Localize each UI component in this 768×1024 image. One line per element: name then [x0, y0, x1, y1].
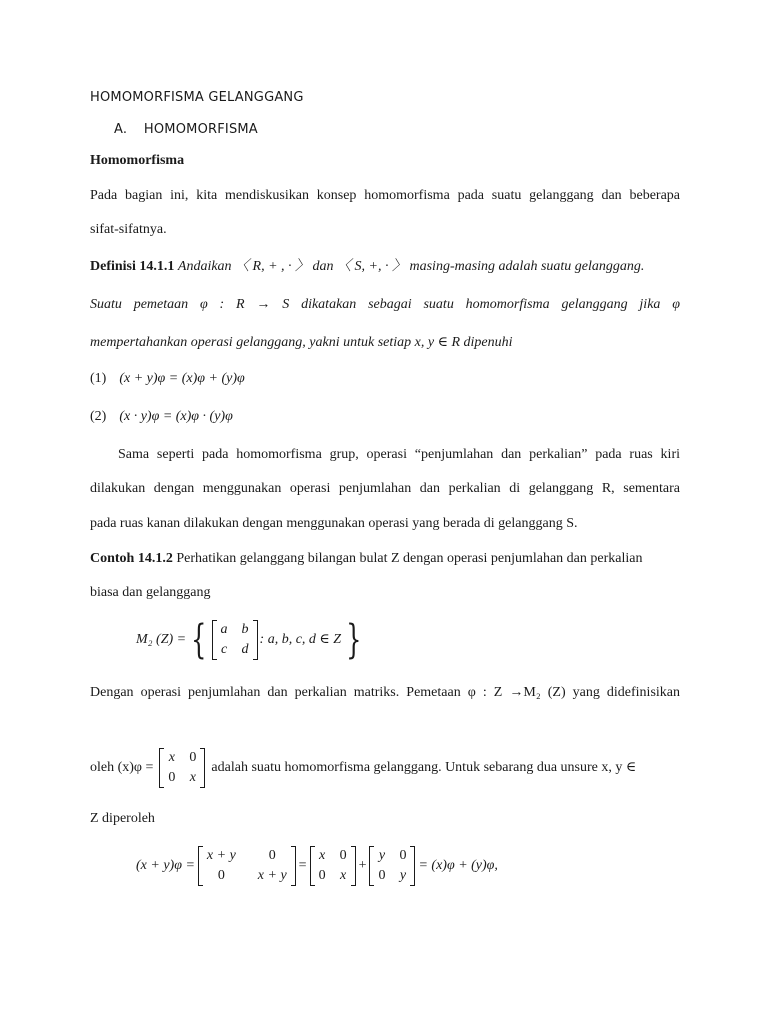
- equation-matrix-sum: x + y 0 0 x + y: [198, 846, 296, 886]
- section-title: HOMOMORFISMA: [143, 122, 258, 137]
- left-brace: {: [191, 617, 207, 663]
- equation-plus: +: [358, 858, 367, 873]
- right-brace: }: [346, 617, 362, 663]
- mapping-prefix: oleh (x)φ =: [90, 760, 154, 775]
- intro-line-2: sifat-sifatnya.: [90, 222, 167, 237]
- paragraph-line-1: Sama seperti pada homomorfisma grup, operasi “penjumlahan dan perkalian” pada ruas kiri: [118, 447, 680, 462]
- document-title: HOMOMORFISMA GELANGGANG: [90, 90, 304, 105]
- mapping-suffix: adalah suatu homomorfisma gelanggang. Untuk sebarang dua unsure x, y ∈: [211, 760, 637, 775]
- set-matrix: a b c d: [212, 620, 258, 660]
- mapping-matrix: x 0 0 x: [159, 748, 205, 788]
- example-label: Contoh 14.1.2: [90, 551, 173, 566]
- example-line-3: Dengan operasi penjumlahan dan perkalian matriks. Pemetaan φ : Z →M₂ (Z) yang didefinisikan: [90, 685, 680, 700]
- mapping-line: [90, 746, 636, 790]
- set-definition-formula: [136, 618, 367, 662]
- example-text-1: Perhatikan gelanggang bilangan bulat Z dengan operasi penjumlahan dan perkalian: [176, 551, 643, 566]
- paragraph-line-3: pada ruas kanan dilakukan dengan menggunakan operasi yang berada di gelanggang S.: [90, 516, 578, 531]
- equation-rhs: = (x)φ + (y)φ,: [418, 858, 498, 873]
- definition-item-2: (2) (x · y)φ = (x)φ · (y)φ: [90, 409, 233, 424]
- definition-text-1: Andaikan 〈 R, + , · 〉 dan 〈 S, +, · 〉 masing-masing adalah suatu gelanggang.: [177, 259, 645, 274]
- equation-lhs: (x + y)φ =: [136, 858, 195, 873]
- definition-line-1: [90, 258, 644, 276]
- definition-item-1: (1) (x + y)φ = (x)φ + (y)φ: [90, 371, 245, 386]
- set-lhs: M₂ (Z) =: [136, 632, 187, 647]
- example-line-4: Z diperoleh: [90, 811, 155, 826]
- intro-line-1: Pada bagian ini, kita mendiskusikan konsep homomorfisma pada suatu gelanggang dan beberapa: [90, 188, 680, 203]
- example-line-2: biasa dan gelanggang: [90, 585, 211, 600]
- subheading: Homomorfisma: [90, 153, 185, 168]
- paragraph-line-2: dilakukan dengan menggunakan operasi penjumlahan dan perkalian di gelanggang R, sementara: [90, 481, 680, 496]
- section-heading: [114, 121, 258, 139]
- definition-line-3: mempertahankan operasi gelanggang, yakni untuk setiap x, y ∈ R dipenuhi: [90, 335, 513, 350]
- definition-label: Definisi 14.1.1: [90, 259, 175, 274]
- equation-matrix-y: y 0 0 y: [369, 846, 415, 886]
- equation-equals: =: [298, 858, 307, 873]
- equation-matrix-x: x 0 0 x: [310, 846, 356, 886]
- example-line-1: [90, 550, 642, 568]
- section-number: A.: [114, 122, 128, 137]
- definition-line-2: Suatu pemetaan φ : R → S dikatakan sebagai suatu homomorfisma gelanggang jika φ: [90, 297, 680, 312]
- equation-line: [136, 844, 498, 888]
- set-condition: : a, b, c, d ∈ Z: [259, 632, 342, 647]
